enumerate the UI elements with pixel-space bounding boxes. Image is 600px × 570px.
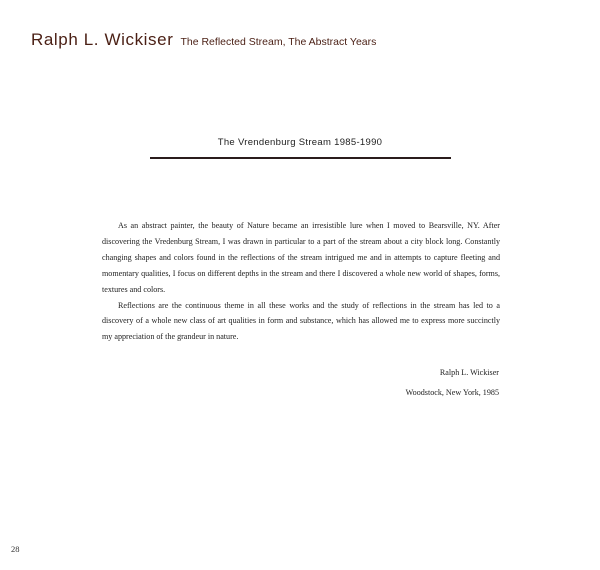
- title-underline-rule: [150, 157, 451, 159]
- page-number: 28: [11, 544, 20, 554]
- body-paragraph-2: Reflections are the continuous theme in all these works and the study of reflections in the stream has led to a discovery of a whole new class of art qualities in form and substance, which has allowed me to express more succinctly my appreciation of the grandeur in nature.: [102, 300, 500, 342]
- running-header: [31, 30, 376, 50]
- signature-name: Ralph L. Wickiser: [439, 368, 499, 377]
- header-author-name: Ralph L. Wickiser: [31, 30, 174, 49]
- signature-block: [406, 363, 499, 403]
- body-text: [102, 218, 500, 345]
- body-paragraph-1: As an abstract painter, the beauty of Nature became an irresistible lure when I moved to Bearsville, NY. After discovering the Vredenburg Stream, I was drawn in particular to a part of the stream about a city block long. Constantly changing shapes and colors found in the reflections of the stream intrigued me and in attempts to capture fleeting and momentary qualities, I focus on different depths in the stream and there I discovered a whole new world of shapes, forms, textures and colors.: [102, 221, 500, 294]
- section-title: The Vrendenburg Stream 1985-1990: [217, 137, 383, 148]
- header-book-subtitle: The Reflected Stream, The Abstract Years: [180, 36, 377, 48]
- signature-place-date: Woodstock, New York, 1985: [405, 388, 499, 397]
